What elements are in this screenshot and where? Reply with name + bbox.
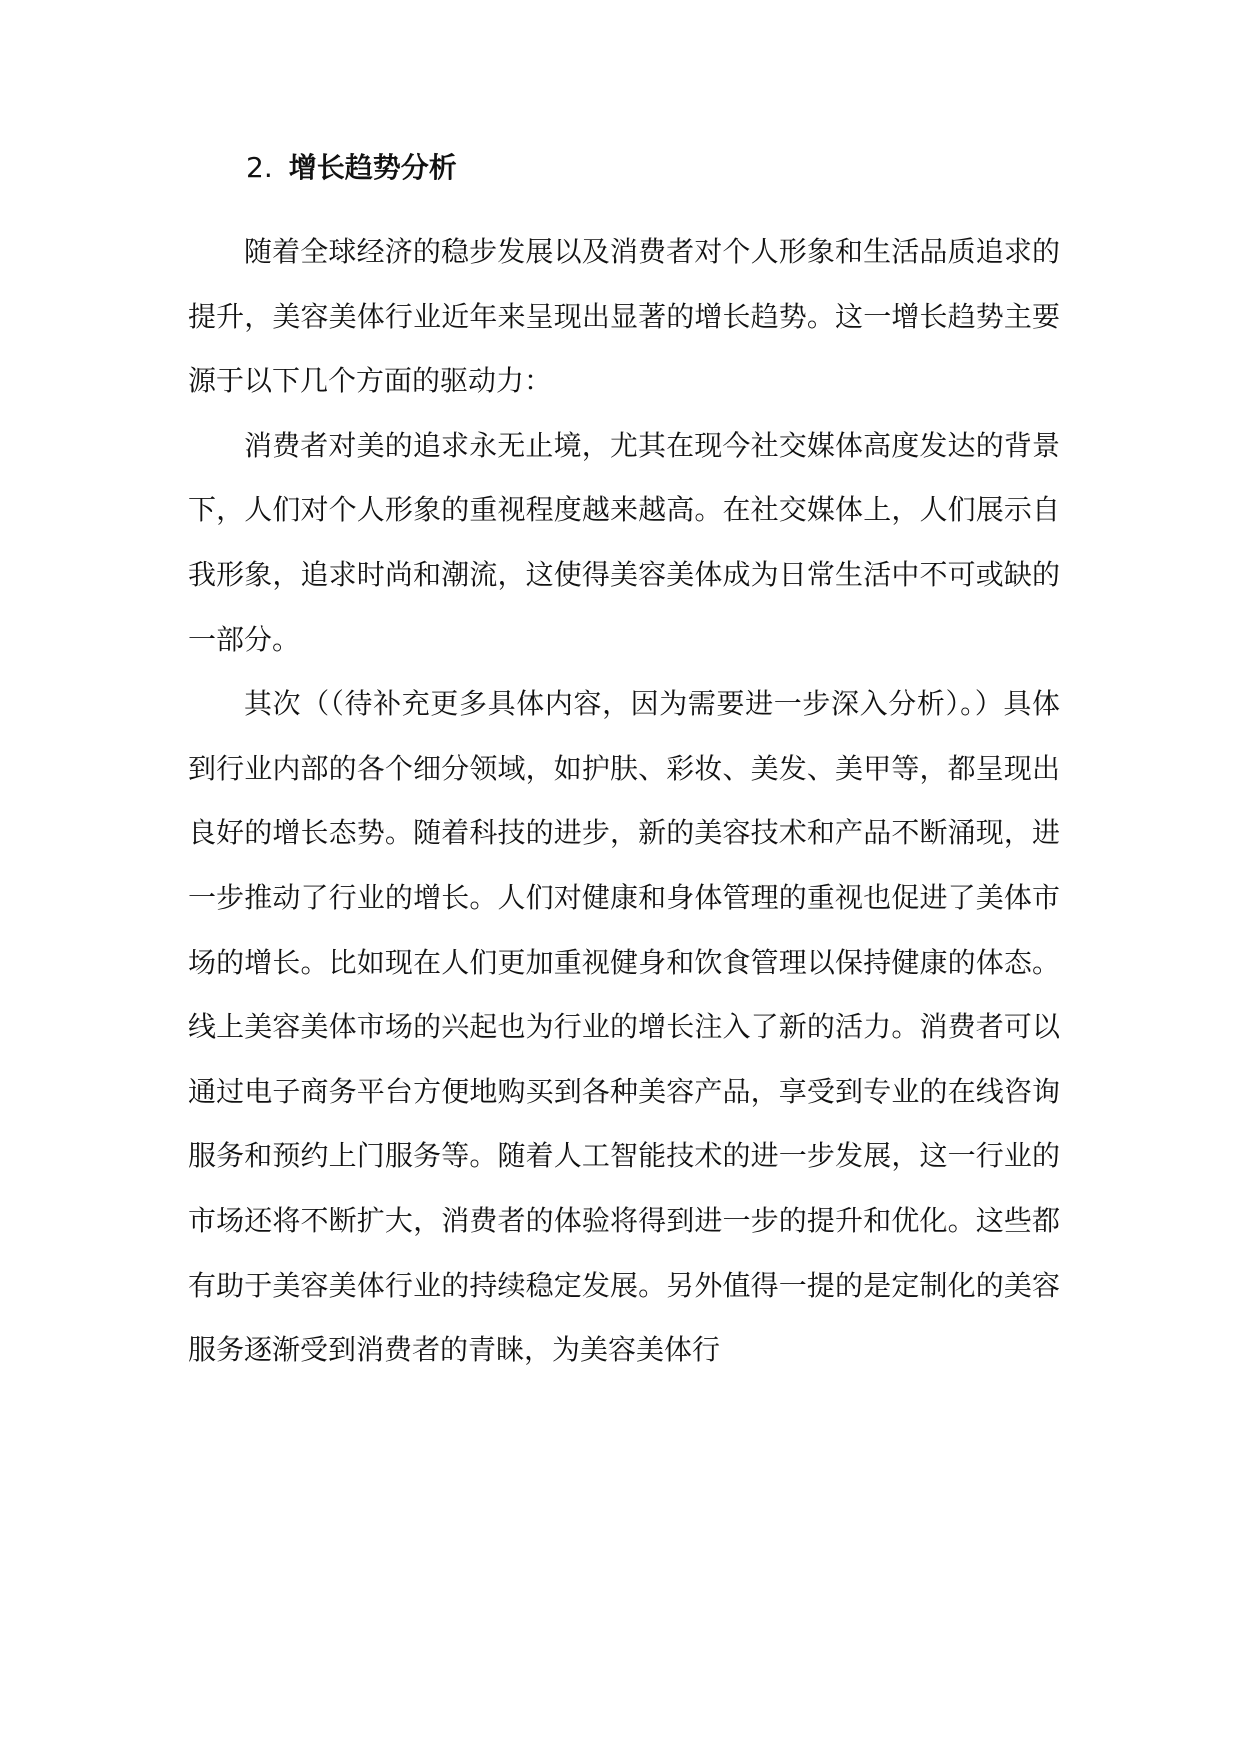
paragraph-intro: 随着全球经济的稳步发展以及消费者对个人形象和生活品质追求的提升，美容美体行业近年来呈现出显著的增长趋势。这一增长趋势主要源于以下几个方面的驱动力：	[188, 235, 1060, 398]
body-text	[188, 220, 1060, 1383]
section-number: 2.	[246, 151, 273, 184]
section-heading	[246, 148, 457, 188]
section-title: 增长趋势分析	[288, 151, 457, 184]
paragraph-segments: 其次（（待补充更多具体内容，因为需要进一步深入分析）。）具体到行业内部的各个细分领域，如护肤、彩妆、美发、美甲等，都呈现出良好的增长态势。随着科技的进步，新的美容技术和产品不断涌现，进一步推动了行业的增长。人们对健康和身体管理的重视也促进了美体市场的增长。比如现在人们更加重视健身和饮食管理以保持健康的体态。线上美容美体市场的兴起也为行业的增长注入了新的活力。消费者可以通过电子商务平台方便地购买到各种美容产品，享受到专业的在线咨询服务和预约上门服务等。随着人工智能技术的进一步发展，这一行业的市场还将不断扩大，消费者的体验将得到进一步的提升和优化。这些都有助于美容美体行业的持续稳定发展。另外值得一提的是定制化的美容服务逐渐受到消费者的青睐，为美容美体行	[188, 687, 1060, 1367]
paragraph-social-media: 消费者对美的追求永无止境，尤其在现今社交媒体高度发达的背景下，人们对个人形象的重视程度越来越高。在社交媒体上，人们展示自我形象，追求时尚和潮流，这使得美容美体成为日常生活中不可或缺的一部分。	[188, 428, 1060, 656]
